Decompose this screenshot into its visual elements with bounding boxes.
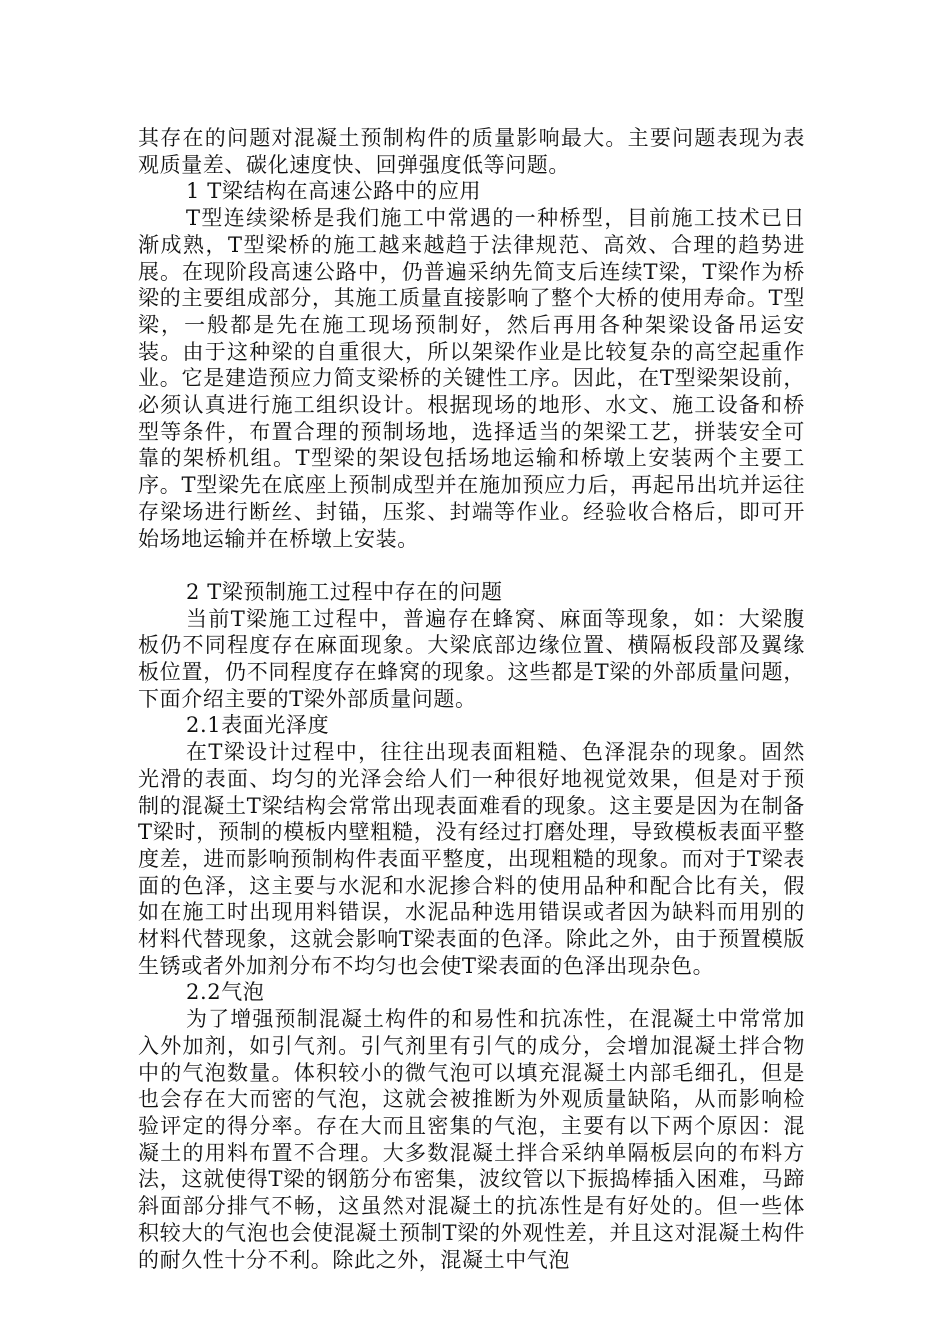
heading-section-1: 1 T梁结构在高速公路中的应用	[186, 179, 482, 204]
blank-line	[138, 552, 805, 579]
heading-section-2-1: 2.1表面光泽度	[186, 713, 330, 738]
paragraph-section-1: T型连续梁桥是我们施工中常遇的一种桥型，目前施工技术已日渐成熟，T型梁桥的施工越来越趋于法律规范、高效、合理的趋势进展。在现阶段高速公路中，仍普遍采纳先简支后连续T梁，T梁作为桥梁的主要组成部分，其施工质量直接影响了整个大桥的使用寿命。T型梁，一般都是先在施工现场预制好，然后再用各种架梁设备吊运安装。由于这种梁的自重很大，所以架梁作业是比较复杂的高空起重作业。它是建造预应力简支梁桥的关键性工序。因此，在T型梁架设前，必须认真进行施工组织设计。根据现场的地形、水文、施工设备和桥型等条件，布置合理的预制场地，选择适当的架梁工艺，拼装安全可靠的架桥机组。T型梁的架设包括场地运输和桥墩上安装两个主要工序。T型梁先在底座上预制成型并在施加预应力后，再起吊出坑并运往存梁场进行断丝、封锚，压浆、封端等作业。经验收合格后，即可开始场地运输并在桥墩上安装。	[138, 206, 805, 551]
paragraph-section-2-1: 在T梁设计过程中，往往出现表面粗糙、色泽混杂的现象。固然光滑的表面、均匀的光泽会给人们一种很好地视觉效果，但是对于预制的混凝土T梁结构会常常出现表面难看的现象。这主要是因为在制备T梁时，预制的模板内壁粗糙，没有经过打磨处理，导致模板表面平整度差，进而影响预制构件表面平整度，出现粗糙的现象。而对于T梁表面的色泽，这主要与水泥和水泥掺合料的使用品种和配合比有关，假如在施工时出现用料错误，水泥品种选用错误或者因为缺料而用别的材料代替现象，这就会影响T梁表面的色泽。除此之外，由于预置模版生锈或者外加剂分布不均匀也会使T梁表面的色泽出现杂色。	[138, 740, 805, 978]
document-page	[138, 125, 805, 1273]
paragraph-intro: 其存在的问题对混凝土预制构件的质量影响最大。主要问题表现为表观质量差、碳化速度快、回弹强度低等问题。	[138, 126, 805, 177]
paragraph-section-2: 当前T梁施工过程中，普遍存在蜂窝、麻面等现象，如：大梁腹板仍不同程度存在麻面现象。大梁底部边缘位置、横隔板段部及翼缘板位置，仍不同程度存在蜂窝的现象。这些都是T梁的外部质量问题，下面介绍主要的T梁外部质量问题。	[138, 606, 805, 711]
paragraph-section-2-2: 为了增强预制混凝土构件的和易性和抗冻性，在混凝土中常常加入外加剂，如引气剂。引气剂里有引气的成分，会增加混凝土拌合物中的气泡数量。体积较小的微气泡可以填充混凝土内部毛细孔，但是也会存在大而密的气泡，这就会被推断为外观质量缺陷，从而影响检验评定的得分率。存在大而且密集的气泡，主要有以下两个原因：混凝土的用料布置不合理。大多数混凝土拌合采纳单隔板层向的布料方法，这就使得T梁的钢筋分布密集，波纹管以下振捣棒插入困难，马蹄斜面部分排气不畅，这虽然对混凝土的抗冻性是有好处的。但一些体积较大的气泡也会使混凝土预制T梁的外观性差，并且这对混凝土构件的耐久性十分不利。除此之外，混凝土中气泡	[138, 1007, 805, 1272]
heading-section-2-2: 2.2气泡	[186, 980, 265, 1005]
heading-section-2: 2 T梁预制施工过程中存在的问题	[186, 579, 503, 604]
